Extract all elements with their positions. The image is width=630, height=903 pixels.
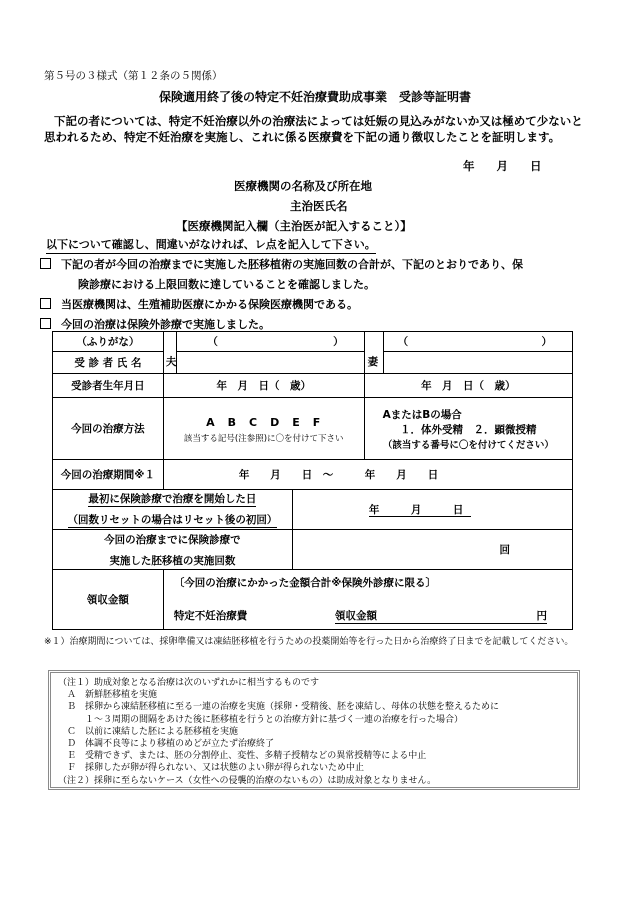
check-item-transfer-count[interactable] — [40, 256, 523, 272]
first-insured-subtitle: （回数リセットの場合はリセット後の初回） — [67, 514, 278, 526]
receipt-item: 特定不妊治療費 — [173, 610, 248, 622]
confirm-instruction: 以下について確認し、間違いがなければ、レ点を記入して下さい。 — [46, 236, 376, 254]
wife-furigana-field[interactable]: （ ） — [383, 332, 572, 352]
ab-case-label: AまたはBの場合 — [382, 408, 462, 421]
checkbox[interactable] — [40, 318, 51, 329]
note-line: Ｄ 体調不良等により移植のめどが立たず治療終了 — [58, 739, 275, 750]
note-line: （注２）採卵に至らないケース（女性への侵襲的治療のないもの）は助成対象となりません。 — [58, 775, 437, 786]
method-label: 今回の治療方法 — [53, 398, 164, 460]
receipt-unit: 円 — [536, 610, 547, 622]
check-text: 当医療機関は、生殖補助医療にかかる保険医療機関である。 — [61, 298, 358, 311]
note-line: １～３周期の間隔をあけた後に胚移植を行うとの治療方針に基づく一連の治療を行った場合） — [58, 714, 464, 725]
first-insured-date[interactable]: 年 月 日 — [369, 504, 472, 517]
checkbox[interactable] — [40, 298, 51, 309]
ab-option-field[interactable] — [364, 398, 572, 460]
method-codes-note: 該当する記号(注参照)に〇を付けて下さい — [183, 433, 344, 444]
ab-options[interactable]: １．体外受精 ２．顕微授精 — [400, 423, 537, 436]
birthdate-label: 受診者生年月日 — [53, 374, 164, 398]
receipt-field[interactable] — [163, 570, 572, 630]
note-line: Ａ 新鮮胚移植を実施 — [58, 690, 158, 701]
transfer-count-unit: 回 — [499, 544, 510, 556]
form-id: 第５号の３様式（第１２条の５関係） — [44, 70, 223, 82]
wife-birthdate-field[interactable]: 年 月 日（ 歳） — [364, 374, 572, 398]
receipt-heading: 〔今回の治療にかかった金額合計※保険外診療に限る〕 — [173, 577, 437, 589]
method-codes-field[interactable] — [163, 398, 364, 460]
husband-label: 夫 — [163, 332, 177, 374]
patient-name-label: 受 診 者 氏 名 — [53, 352, 164, 374]
note-line: Ｅ 受精できず、または、胚の分割停止、変性、多精子授精などの異常授精等による中止 — [58, 751, 427, 762]
note-line: Ｃ 以前に凍結した胚による胚移植を実施 — [58, 726, 239, 737]
filler-note: 【医療機関記入欄（主治医が記入すること）】 — [176, 219, 412, 233]
note-line: （注１）助成対象となる治療は次のいずれかに相当するものです — [58, 678, 320, 688]
first-insured-date-field[interactable] — [292, 490, 572, 530]
doctor-label: 主治医氏名 — [290, 199, 348, 213]
furigana-label: （ふりがな） — [53, 332, 164, 352]
first-insured-label — [53, 490, 293, 530]
transfer-count-subtitle: 実施した胚移植の実施回数 — [109, 554, 236, 567]
transfer-count-title: 今回の治療までに保険診療で — [104, 533, 241, 546]
wife-label: 妻 — [364, 332, 383, 374]
period-field[interactable]: 年 月 日 ～ 年 月 日 — [163, 460, 572, 490]
husband-name-field[interactable] — [177, 352, 364, 374]
period-label: 今回の治療期間※１ — [53, 460, 164, 490]
intro-paragraph: 下記の者については、特定不妊治療以外の治療法によっては妊娠の見込みがないか又は極めて少ないと思われるため、特定不妊治療を実施し、これに係る医療費を下記の通り徴収したことを証明します。 — [44, 114, 583, 144]
notes-box — [48, 670, 580, 790]
period-note: ※１）治療期間については、採卵準備又は凍結胚移植を行うための投薬開始等を行った日から治療終了日までを記載してください。 — [44, 637, 574, 647]
method-codes[interactable]: A B C D E F — [206, 415, 322, 429]
check-text: 今回の治療は保険外診療で実施しました。 — [61, 318, 270, 331]
receipt-label: 領収金額 — [53, 570, 164, 630]
check-item-transfer-count-cont: 険診療における上限回数に達していることを確認しました。 — [78, 278, 375, 291]
note-line: Ｆ 採卵したが卵が得られない、又は状態のよい卵が得られないため中止 — [58, 763, 365, 774]
page-title: 保険適用終了後の特定不妊治療費助成事業 受診等証明書 — [158, 90, 471, 104]
receipt-amount-label: 領収金額 — [334, 610, 377, 622]
husband-birthdate-field[interactable]: 年 月 日（ 歳） — [163, 374, 364, 398]
check-text: 下記の者が今回の治療までに実施した胚移植術の実施回数の合計が、下記のとおりであり、保 — [61, 258, 523, 271]
note-line: Ｂ 採卵から凍結胚移植に至る一連の治療を実施（採卵・受精後、胚を凍結し、母体の状態を整えるために — [58, 702, 500, 713]
checkbox[interactable] — [40, 258, 51, 269]
transfer-count-field[interactable] — [292, 530, 572, 570]
institution-label: 医療機関の名称及び所在地 — [234, 179, 372, 193]
ab-note: （該当する番号に〇を付けてください） — [382, 439, 554, 451]
certificate-table — [52, 331, 573, 630]
receipt-amount-field[interactable] — [335, 608, 547, 624]
wife-name-field[interactable] — [383, 352, 572, 374]
transfer-count-label — [53, 530, 293, 570]
first-insured-title: 最初に保険診療で治療を開始した日 — [88, 493, 257, 505]
husband-furigana-field[interactable]: （ ） — [177, 332, 364, 352]
check-item-uninsured-treatment[interactable] — [40, 316, 270, 332]
certification-date[interactable]: 年 月 日 — [463, 159, 542, 173]
check-item-insured-institution[interactable] — [40, 296, 358, 312]
